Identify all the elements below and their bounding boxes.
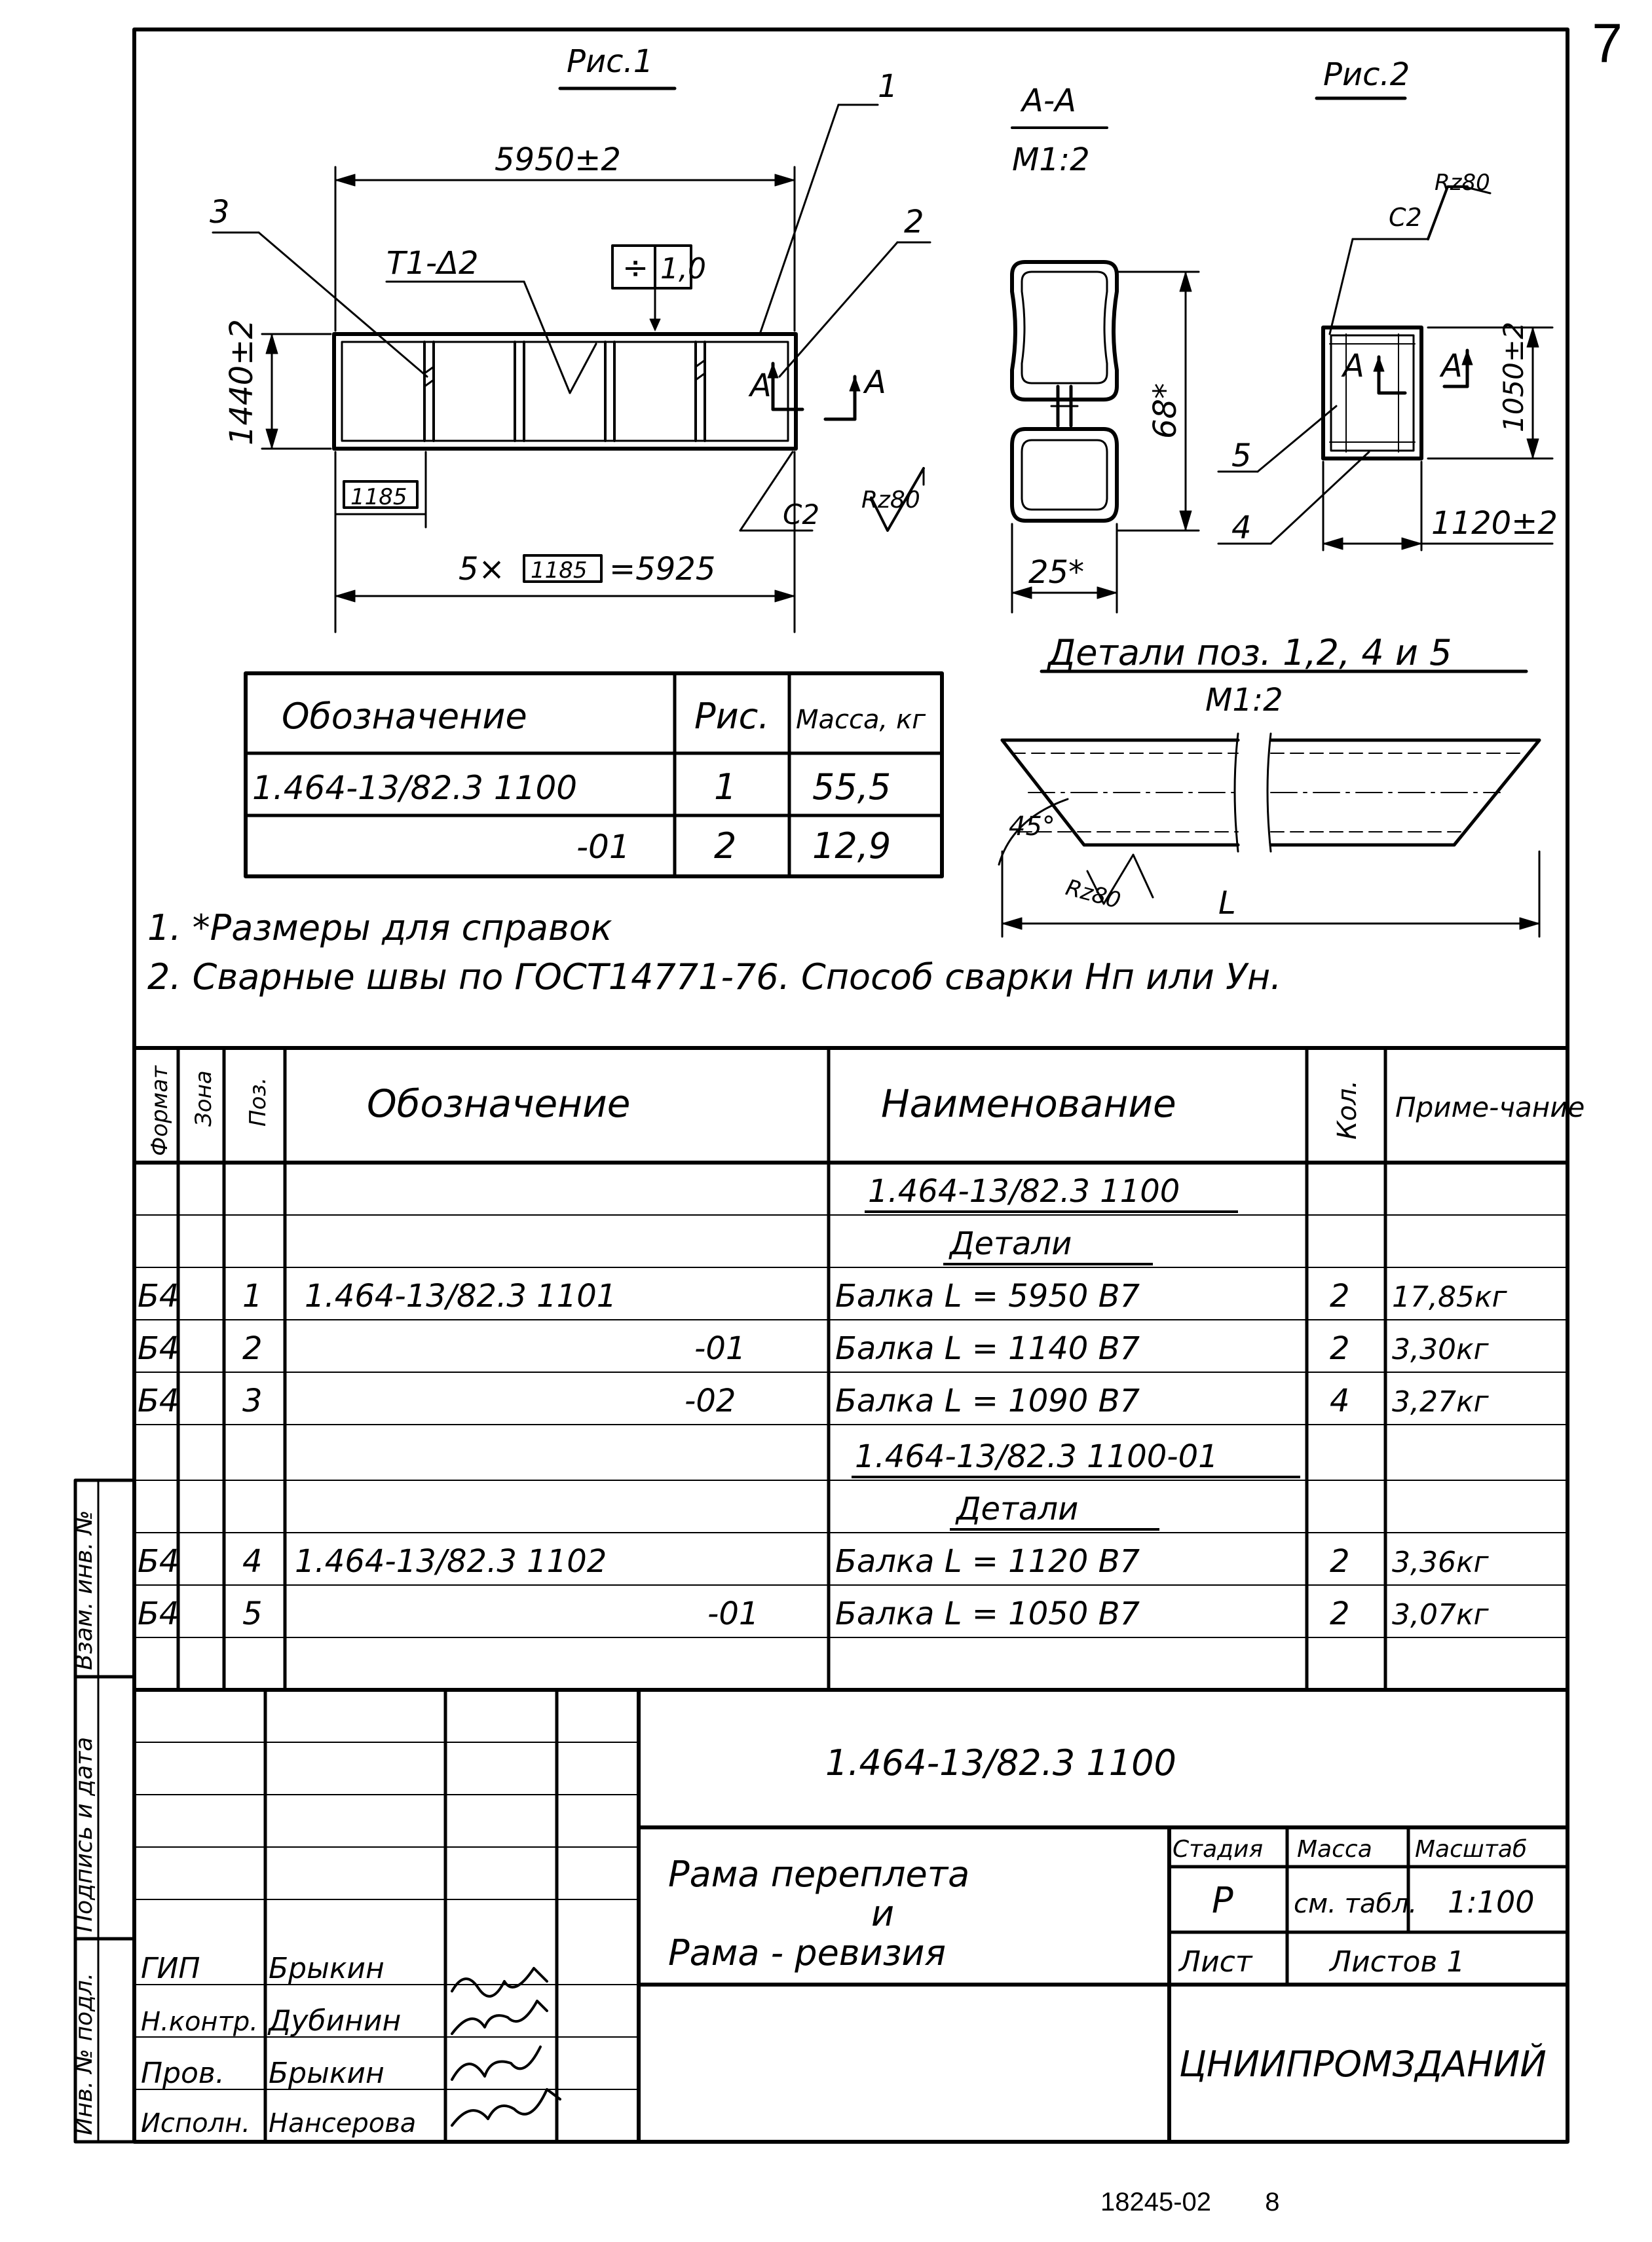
title-stage: Р [1212, 1880, 1233, 1921]
spec-row-9-qty: 2 [1330, 1596, 1350, 1632]
spec-header-qty: Кол. [1332, 1079, 1362, 1140]
mass-header-fig: Рис. [694, 696, 770, 737]
spec-row-9-name: Балка L = 1050 В7 [835, 1596, 1140, 1632]
fig1-section-mark-left: А [750, 367, 772, 404]
section-aa-scale: М1:2 [1012, 141, 1090, 178]
sheet-corner-number: 7 [1592, 12, 1623, 74]
spec-row-5-name: Балка L = 1090 В7 [835, 1383, 1140, 1419]
person-1-role: ГИП [141, 1952, 200, 1985]
fig1-weld-mark: Т1-Δ2 [386, 245, 479, 282]
spec-row-3-designation: 1.464-13/82.3 1101 [305, 1278, 617, 1315]
mass-row-2-mass: 12,9 [812, 825, 892, 867]
spec-row-3-note: 17,85кг [1392, 1280, 1507, 1314]
title-scale-label: Масштаб [1415, 1836, 1528, 1863]
spec-row-5-designation: -02 [685, 1383, 736, 1419]
details-roughness: Rz80 [1062, 874, 1123, 914]
spec-row-8-note: 3,36кг [1392, 1546, 1489, 1579]
note-1: 1. *Размеры для справок [147, 907, 612, 948]
fig1-chamfer: С2 [783, 498, 820, 531]
side-stamp-replacement: Взам. инв. № [71, 1510, 98, 1670]
spec-row-3-pos: 1 [242, 1278, 263, 1315]
title-scale: 1:100 [1448, 1884, 1535, 1920]
spec-row-4-format: Б4 [138, 1330, 179, 1367]
spec-row-3-qty: 2 [1330, 1278, 1350, 1315]
spec-row-9-format: Б4 [138, 1596, 179, 1632]
spec-row-4-pos: 2 [242, 1330, 263, 1367]
fig1-tolerance-val: 1,0 [660, 252, 706, 286]
spec-header-zone: Зона [191, 1070, 217, 1127]
spec-row-9-designation: -01 [707, 1596, 759, 1632]
spec-row-8-name: Балка L = 1120 В7 [835, 1543, 1140, 1580]
spec-row-8-qty: 2 [1330, 1543, 1350, 1580]
fig1-overall-length: 5950±2 [495, 141, 621, 178]
side-stamp-inventory: Инв. № подл. [71, 1972, 98, 2135]
spec-row-4-qty: 2 [1330, 1330, 1350, 1367]
spec-row-5-qty: 4 [1330, 1383, 1350, 1419]
person-4-name: Нансерова [269, 2108, 417, 2139]
spec-row-5-note: 3,27кг [1392, 1385, 1489, 1419]
spec-row-8-designation: 1.464-13/82.3 1102 [295, 1543, 607, 1580]
fig2-width: 1120±2 [1431, 505, 1558, 542]
section-aa-width: 25* [1028, 554, 1085, 591]
mass-row-1-mass: 55,5 [812, 766, 892, 808]
side-stamp-signature: Подпись и дата [71, 1736, 98, 1932]
mass-row-2-fig: 2 [714, 825, 737, 867]
note-2: 2. Сварные швы по ГОСТ14771-76. Способ сварки Нп или Ун. [147, 956, 1282, 998]
fig2-chamfer: С2 [1389, 203, 1422, 232]
spec-header-name: Наименование [881, 1081, 1176, 1126]
spec-header-format: Формат [147, 1066, 173, 1156]
person-1-name: Брыкин [269, 1952, 385, 1985]
title-mass: см. табл. [1294, 1889, 1417, 1919]
fig1-chain-box: 1185 [531, 557, 588, 584]
details-scale: М1:2 [1205, 682, 1283, 719]
person-4-role: Исполн. [141, 2108, 250, 2139]
footer-page: 8 [1265, 2188, 1280, 2216]
fig1-leader-2: 2 [904, 204, 924, 240]
fig2-height: 1050±2 [1497, 322, 1530, 432]
details-length: L [1218, 885, 1236, 922]
title-name-line3: Рама - ревизия [668, 1932, 947, 1973]
person-3-role: Пров. [141, 2057, 225, 2090]
spec-row-7-name: Детали [956, 1491, 1079, 1527]
title-sheet-label: Лист [1179, 1945, 1252, 1979]
mass-header-designation: Обозначение [282, 696, 527, 737]
fig1-leader-1: 1 [878, 68, 898, 105]
spec-row-9-pos: 5 [242, 1596, 263, 1632]
spec-row-8-format: Б4 [138, 1543, 179, 1580]
fig2-leader-4: 4 [1231, 510, 1252, 546]
title-sheets-label: Листов 1 [1330, 1945, 1465, 1979]
spec-row-5-pos: 3 [242, 1383, 263, 1419]
fig1-height: 1440±2 [223, 319, 260, 445]
spec-row-4-name: Балка L = 1140 В7 [835, 1330, 1140, 1367]
fig1-leader-3: 3 [210, 194, 230, 231]
title-designation: 1.464-13/82.3 1100 [825, 1742, 1176, 1784]
fig2-leader-5: 5 [1231, 438, 1252, 474]
person-2-role: Н.контр. [141, 2007, 258, 2037]
spec-row-2-name: Детали [950, 1225, 1072, 1262]
title-name-line2: и [871, 1893, 895, 1934]
fig1-chain-prefix: 5× [459, 551, 505, 588]
mass-row-2-designation: -01 [576, 828, 630, 866]
details-title: Детали поз. 1,2, 4 и 5 [1048, 632, 1452, 673]
spec-row-4-note: 3,30кг [1392, 1333, 1489, 1366]
spec-row-1-name: 1.464-13/82.3 1100 [868, 1173, 1180, 1210]
mass-header-mass: Масса, кг [796, 705, 926, 735]
spec-row-9-note: 3,07кг [1392, 1598, 1489, 1632]
person-3-name: Брыкин [269, 2057, 385, 2090]
fig1-pitch-box: 1185 [350, 484, 407, 510]
title-name-line1: Рама переплета [668, 1854, 970, 1895]
spec-header-pos: Поз. [245, 1077, 271, 1127]
fig1-title: Рис.1 [567, 43, 654, 80]
fig2-section-mark-right: А [1441, 348, 1463, 384]
footer-code: 18245-02 [1100, 2188, 1212, 2216]
title-stage-label: Стадия [1173, 1836, 1264, 1863]
fig2-section-mark-left: А [1343, 348, 1364, 384]
details-angle: 45° [1009, 812, 1055, 842]
spec-row-4-designation: -01 [694, 1330, 746, 1367]
fig1-roughness: Rz80 [861, 487, 920, 514]
fig2-roughness: Rz80 [1435, 170, 1490, 196]
mass-row-1-designation: 1.464-13/82.3 1100 [252, 769, 578, 807]
title-organization: ЦНИИПРОМЗДАНИЙ [1179, 2044, 1547, 2085]
spec-row-6-name: 1.464-13/82.3 1100-01 [855, 1438, 1218, 1475]
spec-row-3-name: Балка L = 5950 В7 [835, 1278, 1140, 1315]
person-2-name: Дубинин [269, 2004, 402, 2038]
spec-header-designation: Обозначение [367, 1081, 631, 1126]
spec-header-note: Приме-чание [1395, 1091, 1585, 1123]
section-aa-height: 68* [1147, 383, 1184, 439]
mass-row-1-fig: 1 [714, 766, 737, 808]
section-aa-title: А-А [1022, 83, 1076, 119]
fig1-section-mark-right: А [865, 364, 886, 401]
fig2-title: Рис.2 [1323, 56, 1410, 93]
fig1-tolerance-sym: ÷ [622, 250, 649, 286]
page-footer [1100, 2188, 1280, 2217]
fig1-chain-total: =5925 [609, 551, 716, 588]
spec-row-8-pos: 4 [242, 1543, 263, 1580]
spec-row-5-format: Б4 [138, 1383, 179, 1419]
spec-row-3-format: Б4 [138, 1278, 179, 1315]
title-mass-label: Масса [1297, 1836, 1372, 1863]
